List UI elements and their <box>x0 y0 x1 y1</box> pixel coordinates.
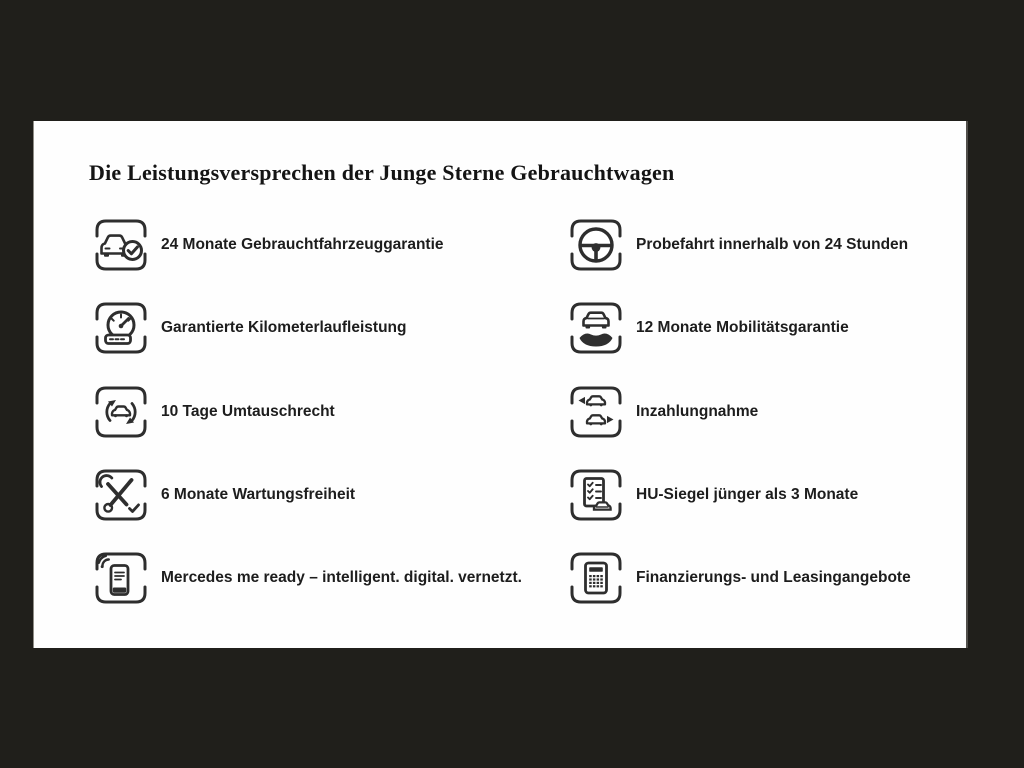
promise-label: Garantierte Kilometerlaufleistung <box>161 319 407 336</box>
page-title: Die Leistungsversprechen der Junge Sterne Gebrauchtwagen <box>89 160 675 185</box>
promise-item-mileage <box>93 300 406 356</box>
promise-label: 6 Monate Wartungsfreiheit <box>161 486 356 503</box>
promise-label: HU-Siegel jünger als 3 Monate <box>636 486 859 503</box>
promise-item-mercedes-me <box>93 550 522 606</box>
promise-label: Finanzierungs- und Leasingangebote <box>636 569 911 586</box>
promise-item-test-drive <box>568 217 908 273</box>
steering-wheel-icon <box>568 217 624 273</box>
calculator-icon <box>568 550 624 606</box>
promise-item-trade-in <box>568 384 758 440</box>
phone-wifi-icon <box>93 550 149 606</box>
promise-item-financing <box>568 550 911 606</box>
promise-item-maintenance-free <box>93 467 355 523</box>
car-exchange-icon <box>93 384 149 440</box>
promise-item-used-car-warranty <box>93 217 444 273</box>
speedometer-icon <box>93 300 149 356</box>
checklist-car-icon <box>568 467 624 523</box>
car-check-icon <box>93 217 149 273</box>
promise-label: Probefahrt innerhalb von 24 Stunden <box>636 236 909 253</box>
promise-label: 12 Monate Mobilitätsgarantie <box>636 319 849 336</box>
tools-check-icon <box>93 467 149 523</box>
cars-trade-icon <box>568 384 624 440</box>
promise-item-mobility-warranty <box>568 300 849 356</box>
car-hand-icon <box>568 300 624 356</box>
promise-item-hu-seal <box>568 467 858 523</box>
promise-card <box>33 121 968 648</box>
promise-label: 10 Tage Umtauschrecht <box>161 403 335 420</box>
promise-label: 24 Monate Gebrauchtfahrzeuggarantie <box>161 236 444 253</box>
promise-label: Inzahlungnahme <box>636 403 759 420</box>
promise-label: Mercedes me ready – intelligent. digital. vernetzt. <box>161 569 522 586</box>
promise-item-exchange-right <box>93 384 335 440</box>
